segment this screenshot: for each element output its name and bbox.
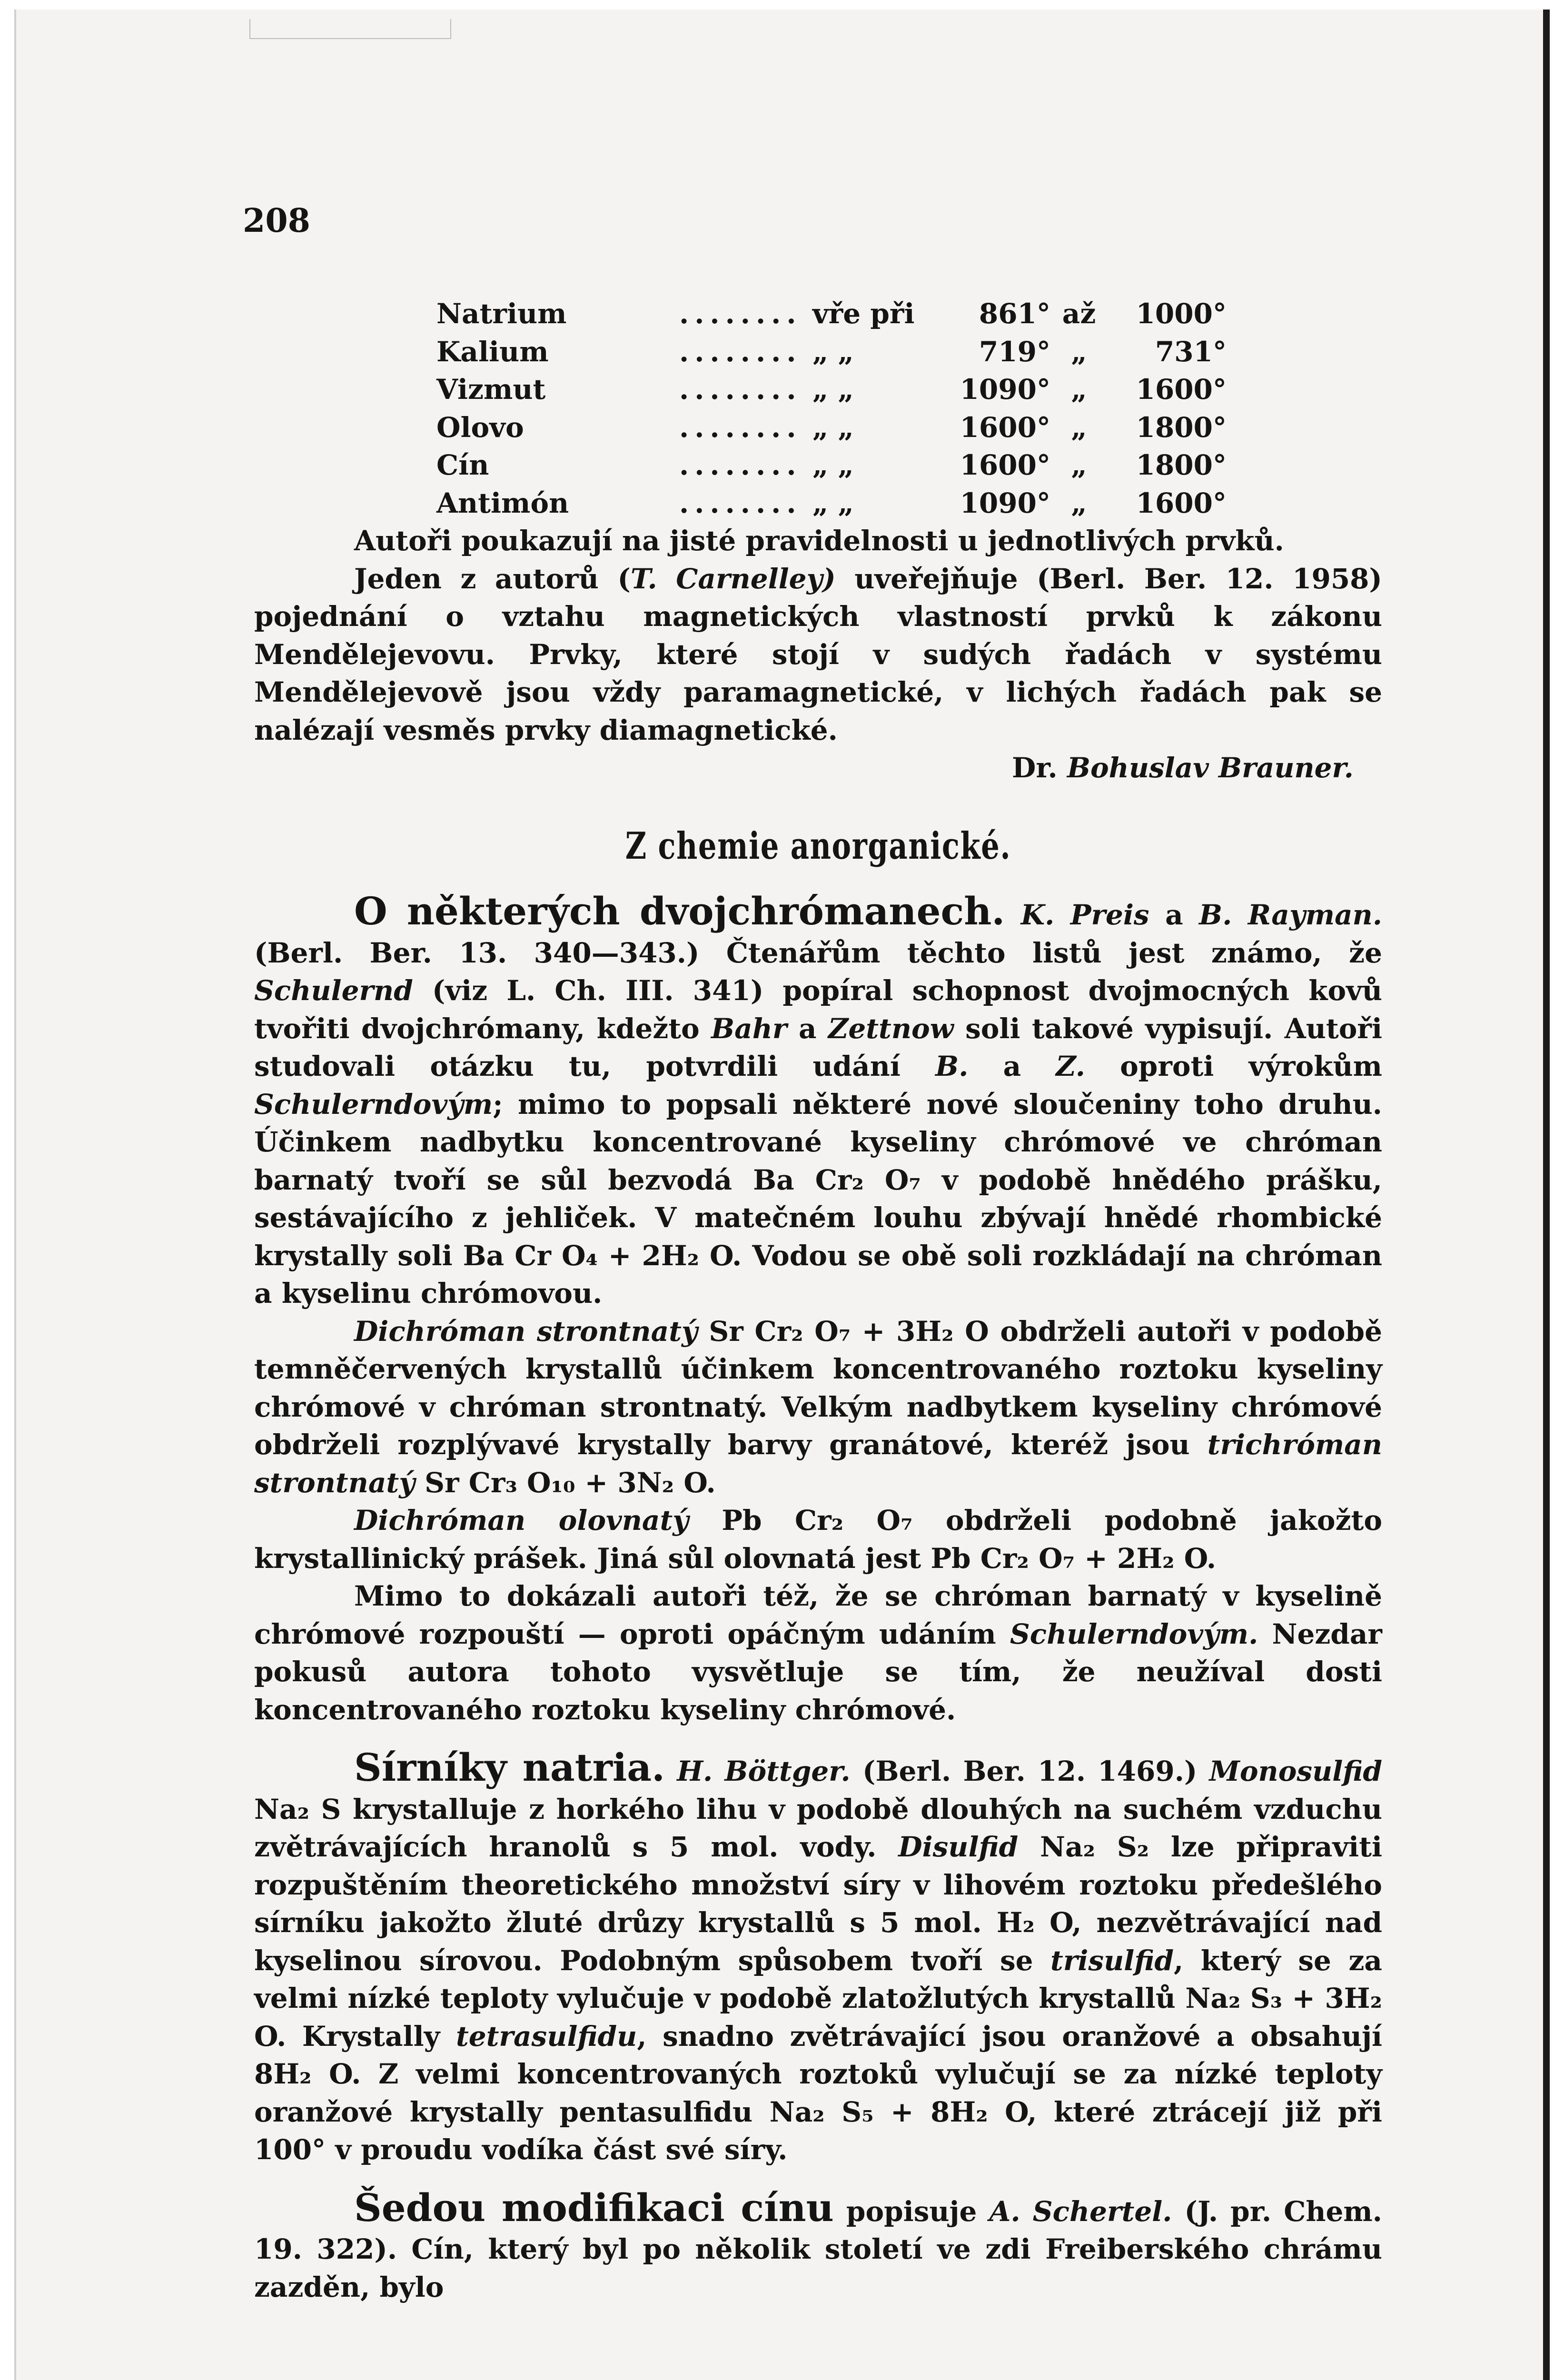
section-title: Z chemie anorganické.: [625, 824, 1011, 868]
range-word: až: [1062, 298, 1096, 330]
range-word: „: [1071, 335, 1087, 368]
leader-dots: ........: [679, 411, 802, 444]
leader-dots: ........: [679, 449, 802, 481]
metal-name: Kalium: [436, 335, 549, 368]
paragraph-barium: Mimo to dokázali autoři též, že se chróman barnatý v kyselině chrómové rozpouští — oproti opáčným udáním Schulerndovým. Nezdar pokusů autora tohoto vysvětluje se tím, že neužíval dosti koncentrovaného roztoku kyseliny chrómové.: [254, 1580, 1382, 1726]
temp-from: 861°: [979, 298, 1050, 330]
table-row: [436, 446, 1227, 485]
temp-from: 1600°: [960, 449, 1050, 481]
page-body: [254, 295, 1382, 2306]
signature: Dr. Bohuslav Brauner.: [1012, 752, 1354, 784]
condition: „ „: [812, 486, 854, 519]
article-sirniky: Sírníky natria. H. Böttger. (Berl. Ber. 12. 1469.) Monosulfid Na₂ S krystalluje z horkého lihu v podobě dlouhých na suchém vzduchu zvětrávajících hranolů s 5 mol. vody. Disulfid Na₂ S₂ lze připraviti rozpuštěním theoretického množství síry v lihovém roztoku předešlého sírníku jakožto žluté drůzy krystallů s 5 mol. H₂ O, nezvětrávající nad kyselinou sírovou. Podobným spůsobem tvoří se trisulfid, který se za velmi nízké teploty vylučuje v podobě zlatožlutých krystallů Na₂ S₃ + 3H₂ O. Krystally tetrasulfidu, snadno zvětrávající jsou oranžové a obsahují 8H₂ O. Z velmi koncentrovaných roztoků vylučují se za nízké teploty oranžové krystally pentasulfidu Na₂ S₅ + 8H₂ O, které ztrácejí již při 100° v proudu vodíka část své síry.: [254, 1745, 1383, 2166]
range-word: „: [1071, 486, 1087, 519]
temp-to: 1800°: [1136, 411, 1227, 444]
metal-name: Antimón: [436, 486, 569, 519]
metal-name: Cín: [436, 449, 489, 481]
condition: „ „: [812, 335, 854, 368]
table-row: [436, 295, 1227, 333]
table-row: [436, 371, 1227, 409]
author-carnelley: T. Carnelley): [630, 562, 836, 595]
range-word: „: [1071, 373, 1087, 406]
page-number: 208: [243, 202, 310, 240]
temp-from: 1090°: [960, 486, 1050, 519]
condition: „ „: [812, 373, 854, 406]
page-edge-mark: [249, 19, 451, 39]
paragraph-lead: Dichróman olovnatý Pb Cr₂ O₇ obdrželi podobně jakožto krystallinický prášek. Jiná sůl olovnatá jest Pb Cr₂ O₇ + 2H₂ O.: [254, 1504, 1383, 1575]
table-row: [436, 409, 1227, 447]
range-word: „: [1071, 411, 1087, 444]
leader-dots: ........: [679, 486, 802, 519]
paragraph-strontium: Dichróman strontnatý Sr Cr₂ O₇ + 3H₂ O obdrželi autoři v podobě temněčervených krystallů účinkem koncentrovaného roztoku kyseliny chrómové v chróman strontnatý. Velkým nadbytkem kyseliny chrómové obdrželi rozplývavé krystally barvy granátové, kteréž jsou trichróman strontnatý Sr Cr₃ O₁₀ + 3N₂ O.: [254, 1315, 1383, 1499]
leader-dots: ........: [679, 298, 802, 330]
article-title: O některých dvojchrómanech.: [354, 889, 1005, 933]
temp-from: 1600°: [960, 411, 1050, 444]
temp-to: 1600°: [1136, 486, 1227, 519]
metal-name: Olovo: [436, 411, 524, 444]
temp-to: 1000°: [1136, 298, 1227, 330]
temp-to: 1600°: [1136, 373, 1227, 406]
leader-dots: ........: [679, 373, 802, 406]
article-title: Sírníky natria.: [354, 1745, 665, 1790]
book-page: [14, 10, 1550, 2380]
article-title: Šedou modifikaci cínu: [354, 2185, 834, 2230]
paragraph-carnelley: Jeden z autorů (T. Carnelley) uveřejňuje (Berl. Ber. 12. 1958) pojednání o vztahu magnetických vlastností prvků k zákonu Mendělejevovu. Prvky, které stojí v sudých řadách v systému Mendělejevově jsou vždy paramagnetické, v lichých řadách pak se nalézají vesměs prvky diamagnetické.: [254, 562, 1382, 746]
temp-from: 719°: [979, 335, 1050, 368]
condition: vře při: [812, 298, 915, 330]
article-sedy-cin: Šedou modifikaci cínu popisuje A. Schertel. (J. pr. Chem. 19. 322). Cín, který byl po několik století ve zdi Freiberského chrámu zazděn, bylo: [254, 2185, 1382, 2303]
temp-to: 731°: [1155, 335, 1227, 368]
boiling-points-table: [436, 295, 1227, 522]
table-row: [436, 485, 1227, 523]
temp-to: 1800°: [1136, 449, 1227, 481]
condition: „ „: [812, 411, 854, 444]
leader-dots: ........: [679, 335, 802, 368]
table-row: [436, 333, 1227, 371]
metal-name: Natrium: [436, 298, 567, 330]
temp-from: 1090°: [960, 373, 1050, 406]
paragraph-authors-note: Autoři poukazují na jisté pravidelnosti u jednotlivých prvků.: [354, 525, 1284, 557]
range-word: „: [1071, 449, 1087, 481]
metal-name: Vizmut: [436, 373, 546, 406]
article-dvojchromany: O některých dvojchrómanech. K. Preis a B. Rayman. (Berl. Ber. 13. 340—343.) Čtenářům těchto listů jest známo, že Schulernd (viz L. Ch. III. 341) popíral schopnost dvojmocných kovů tvořiti dvojchrómany, kdežto Bahr a Zettnow soli takové vypisují. Autoři studovali otázku tu, potvrdili udání B. a Z. oproti výrokům Schulerndovým; mimo to popsali některé nové sloučeniny toho druhu. Účinkem nadbytku koncentrované kyseliny chrómové ve chróman barnatý tvoří se sůl bezvodá Ba Cr₂ O₇ v podobě hnědého prášku, sestávajícího z jehliček. V matečném louhu zbývají hnědé rhombické krystally soli Ba Cr O₄ + 2H₂ O. Vodou se obě soli rozkládají na chróman a kyselinu chrómovou.: [254, 889, 1383, 1309]
condition: „ „: [812, 449, 854, 481]
